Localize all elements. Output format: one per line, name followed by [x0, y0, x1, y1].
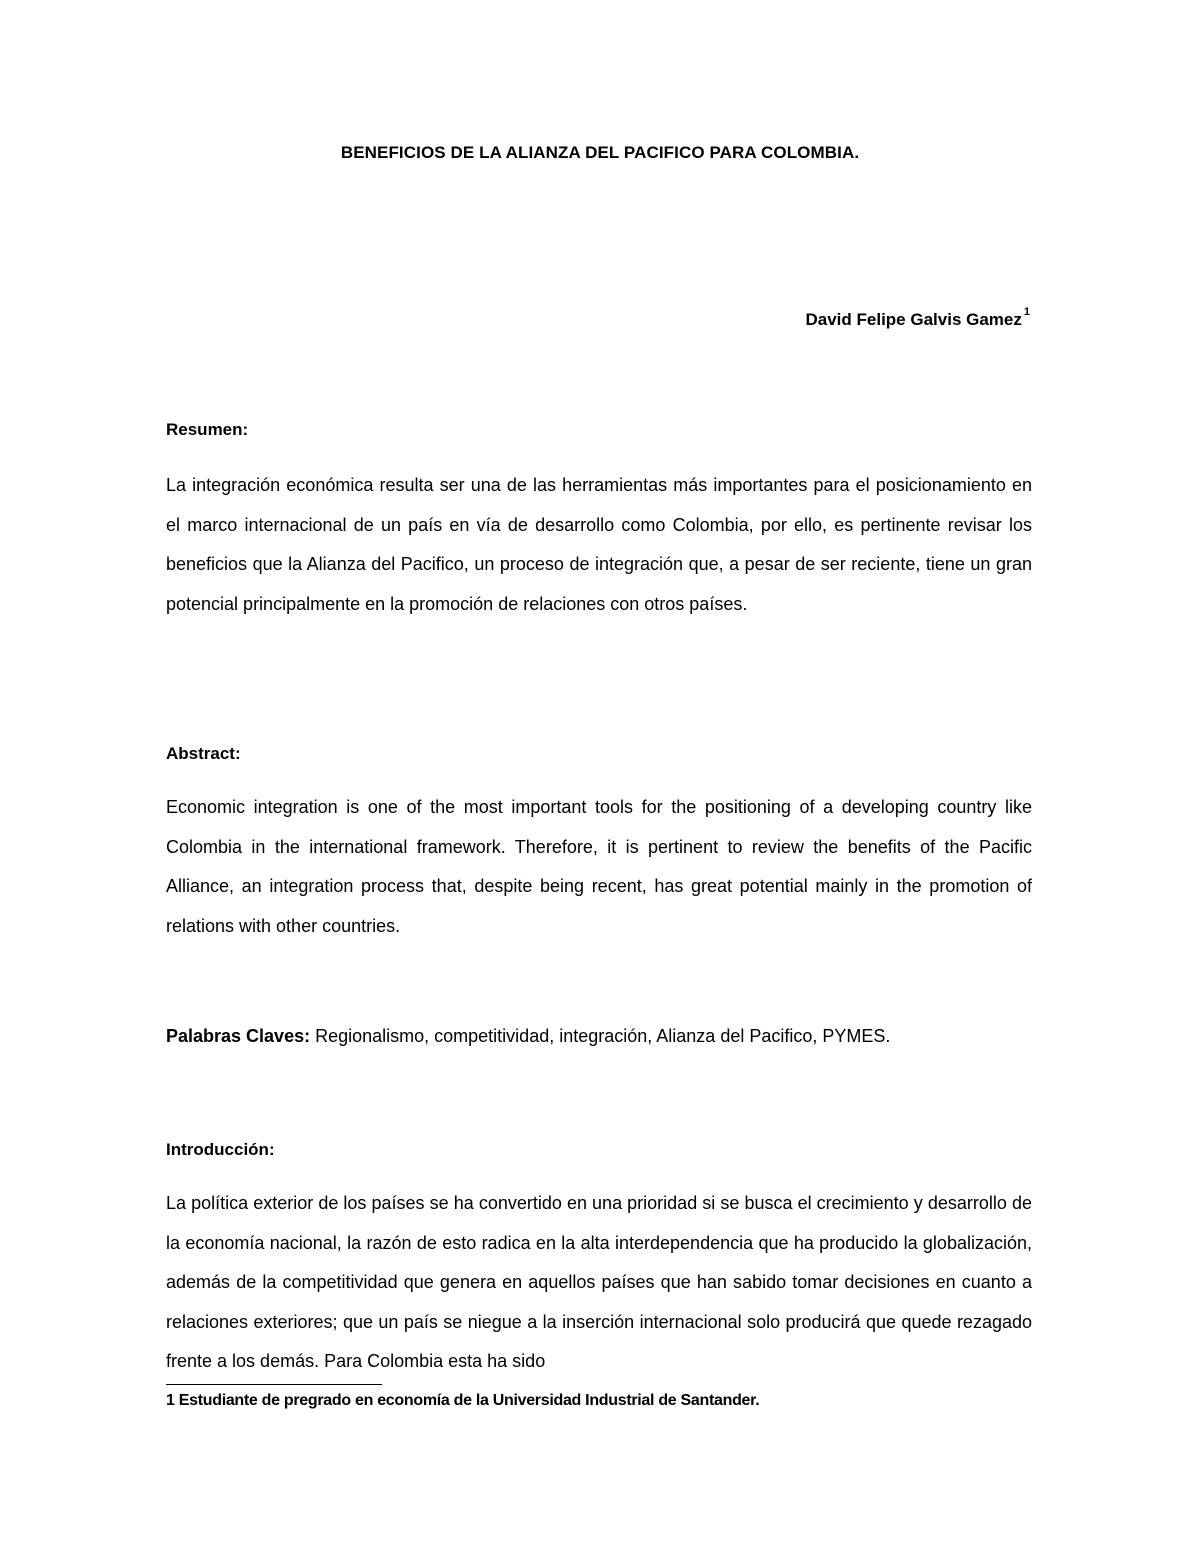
keywords-line	[166, 1017, 1032, 1057]
document-title: BENEFICIOS DE LA ALIANZA DEL PACIFICO PARA COLOMBIA.	[340, 143, 860, 162]
footnote-text: 1 Estudiante de pregrado en economía de la Universidad Industrial de Santander.	[166, 1392, 760, 1409]
author-name: David Felipe Galvis Gamez	[805, 310, 1022, 329]
introduccion-heading: Introducción:	[166, 1140, 275, 1159]
footnote-separator	[166, 1384, 382, 1385]
author-footnote-mark: 1	[1023, 306, 1030, 318]
resumen-heading: Resumen:	[166, 420, 249, 439]
resumen-paragraph: La integración económica resulta ser una de las herramientas más importantes para el posicionamiento en el marco internacional de un país en vía de desarrollo como Colombia, por ello, es pertinente revisar los beneficios que la Alianza del Pacifico, un proceso de integración que, a pesar de ser reciente, tiene un gran potencial principalmente en la promoción de relaciones con otros países.	[166, 475, 1032, 614]
abstract-paragraph: Economic integration is one of the most important tools for the positioning of a developing country like Colombia in the international framework. Therefore, it is pertinent to review the benefits of the Pacific Alliance, an integration process that, despite being recent, has great potential mainly in the promotion of relations with other countries.	[166, 797, 1032, 936]
keywords-label: Palabras Claves:	[166, 1026, 311, 1046]
introduccion-paragraph: La política exterior de los países se ha convertido en una prioridad si se busca el crecimiento y desarrollo de la economía nacional, la razón de esto radica en la alta interdependencia que ha producido la globalización, además de la competitividad que genera en aquellos países que han sabido tomar decisiones en cuanto a relaciones exteriores; que un país se niegue a la inserción internacional solo producirá que quede rezagado frente a los demás. Para Colombia esta ha sido	[166, 1193, 1032, 1371]
abstract-heading: Abstract:	[166, 744, 241, 763]
author-line	[805, 306, 1031, 330]
keywords-list: Regionalismo, competitividad, integración, Alianza del Pacifico, PYMES.	[310, 1026, 891, 1046]
